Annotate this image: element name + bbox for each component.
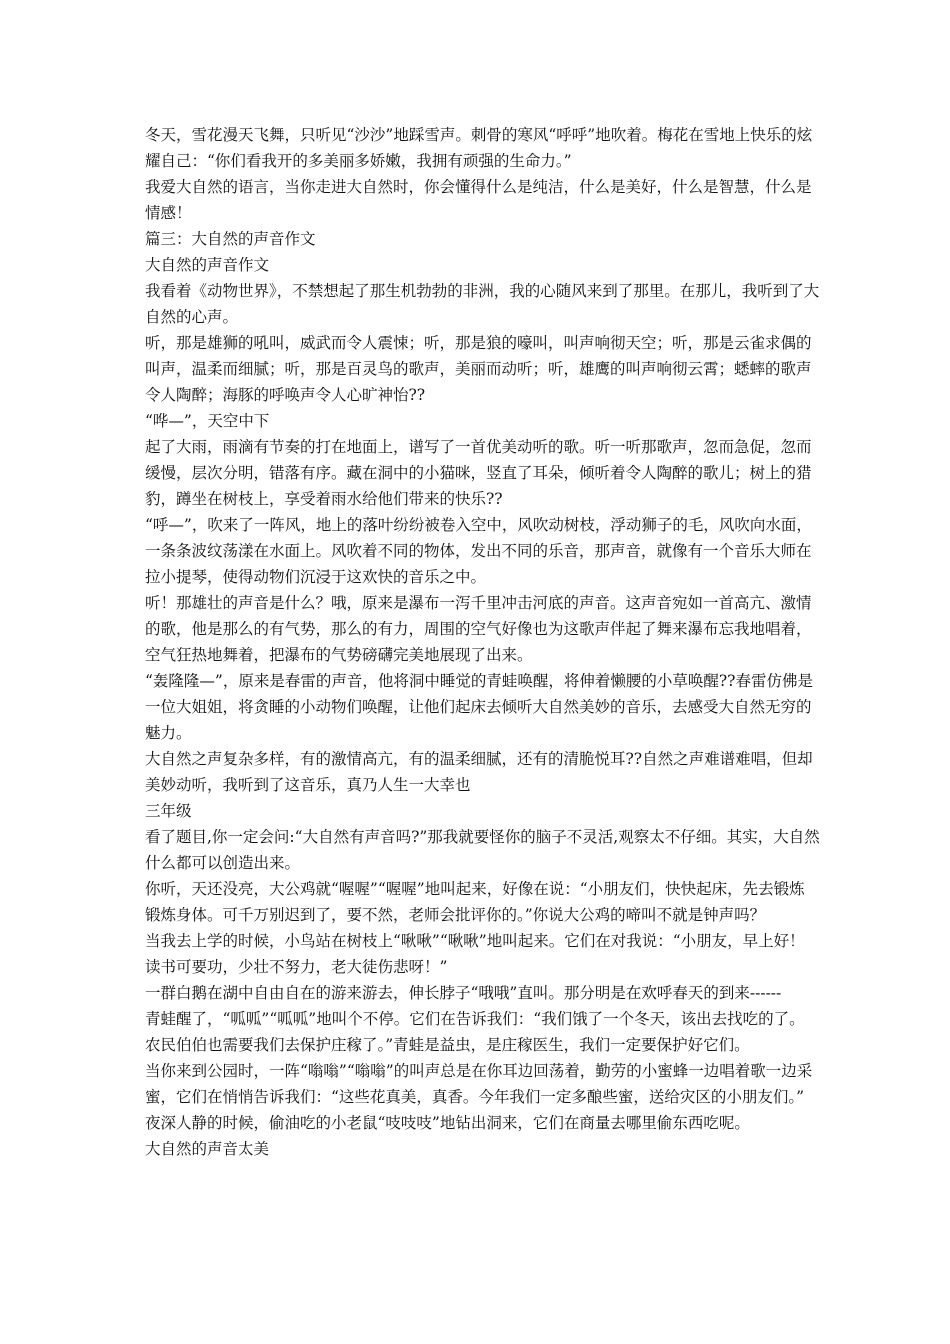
grade-label: 三年级 xyxy=(145,802,192,820)
paragraph-frogs: 青蛙醒了，“呱呱”“呱呱”地叫个不停。它们在告诉我们：“我们饿了一个冬天，该出去找吃的了。农民伯伯也需要我们去保护庄稼了。”青蛙是益虫，是庄稼医生，我们一定要保护好它们。 xyxy=(145,1010,805,1054)
paragraph-wind: “呼—”，吹来了一阵风，地上的落叶纷纷被卷入空中，风吹动树枝，浮动狮子的毛，风吹向水面，一条条波纹荡漾在水面上。风吹着不同的物体，发出不同的乐音，那声音，就像有一个音乐大师在拉小提琴，使得动物们沉浸于这欢快的音乐之中。 xyxy=(145,516,812,586)
paragraph-animal-world: 我看着《动物世界》，不禁想起了那生机勃勃的非洲，我的心随风来到了那里。在那儿，我听到了大自然的心声。 xyxy=(145,282,820,326)
paragraph-rain: 起了大雨，雨滴有节奏的打在地面上，谱写了一首优美动听的歌。听一听那歌声，忽而急促，忽而缓慢，层次分明，错落有序。藏在洞中的小猫咪，竖直了耳朵，倾听着令人陶醉的歌儿；树上的猎豹，蹲坐在树枝上，享受着雨水给他们带来的快乐?? xyxy=(145,438,812,508)
paragraph-closing: 大自然的声音太美 xyxy=(145,1140,270,1158)
section-heading: 篇三：大自然的声音作文 xyxy=(145,230,316,248)
paragraph-rain-start: “哗—”，天空中下 xyxy=(145,412,270,430)
paragraph-summary: 大自然之声复杂多样，有的激情高亢，有的温柔细腻，还有的清脆悦耳??自然之声难谱难唱，但却美妙动听，我听到了这音乐，真乃人生一大幸也 xyxy=(145,750,813,794)
essay-title: 大自然的声音作文 xyxy=(145,256,270,274)
paragraph-geese: 一群白鹅在湖中自由自在的游来游去，伸长脖子“哦哦”直叫。那分明是在欢呼春天的到来------ xyxy=(145,984,782,1002)
paragraph-love-nature: 我爱大自然的语言，当你走进大自然时，你会懂得什么是纯洁，什么是美好，什么是智慧，什么是情感！ xyxy=(145,178,812,222)
paragraph-waterfall: 听！那雄壮的声音是什么？哦，原来是瀑布一泻千里冲击河底的声音。这声音宛如一首高亢、激情的歌，他是那么的有气势，那么的有力，周围的空气好像也为这歌声伴起了舞来瀑布忘我地唱着，空气狂热地舞着，把瀑布的气势磅礴完美地展现了出来。 xyxy=(145,594,812,664)
paragraph-birds: 当我去上学的时候，小鸟站在树枝上“啾啾”“啾啾”地叫起来。它们在对我说：“小朋友，早上好！读书可要功，少壮不努力，老大徒伤悲呀！” xyxy=(145,932,805,976)
paragraph-question: 看了题目,你一定会问:“大自然有声音吗?”那我就要怪你的脑子不灵活,观察太不仔细。其实，大自然什么都可以创造出来。 xyxy=(145,828,820,872)
paragraph-listen-animals: 听，那是雄狮的吼叫，威武而令人震悚；听，那是狼的嚎叫，叫声响彻天空；听，那是云雀求偶的叫声，温柔而细腻；听，那是百灵鸟的歌声，美丽而动听；听，雄鹰的叫声响彻云霄；蟋蟀的歌声令人陶醉；海豚的呼唤声令人心旷神怡?? xyxy=(145,334,812,404)
document-body xyxy=(145,122,820,1162)
paragraph-winter: 冬天，雪花漫天飞舞，只听见“沙沙”地踩雪声。刺骨的寒风“呼呼”地吹着。梅花在雪地上快乐的炫耀自己：“你们看我开的多美丽多娇嫩，我拥有顽强的生命力。” xyxy=(145,126,813,170)
paragraph-thunder: “轰隆隆—”，原来是春雷的声音，他将洞中睡觉的青蛙唤醒，将伸着懒腰的小草唤醒??春雷仿佛是一位大姐姐，将贪睡的小动物们唤醒，让他们起床去倾听大自然美妙的音乐，去感受大自然无穷的魅力。 xyxy=(145,672,813,742)
paragraph-bees-mice: 当你来到公园时，一阵“嗡嗡”“嗡嗡”的叫声总是在你耳边回荡着，勤劳的小蜜蜂一边唱着歌一边采蜜，它们在悄悄告诉我们：“这些花真美，真香。今年我们一定多酿些蜜，送给灾区的小朋友们。” 夜深人静的时候，偷油吃的小老鼠“吱吱吱”地钻出洞来，它们在商量去哪里偷东西吃呢。 xyxy=(145,1062,813,1132)
paragraph-rooster: 你听，天还没亮，大公鸡就“喔喔”“喔喔”地叫起来，好像在说：“小朋友们，快快起床，先去锻炼锻炼身体。可千万别迟到了，要不然，老师会批评你的。”你说大公鸡的啼叫不就是钟声吗？ xyxy=(145,880,805,924)
